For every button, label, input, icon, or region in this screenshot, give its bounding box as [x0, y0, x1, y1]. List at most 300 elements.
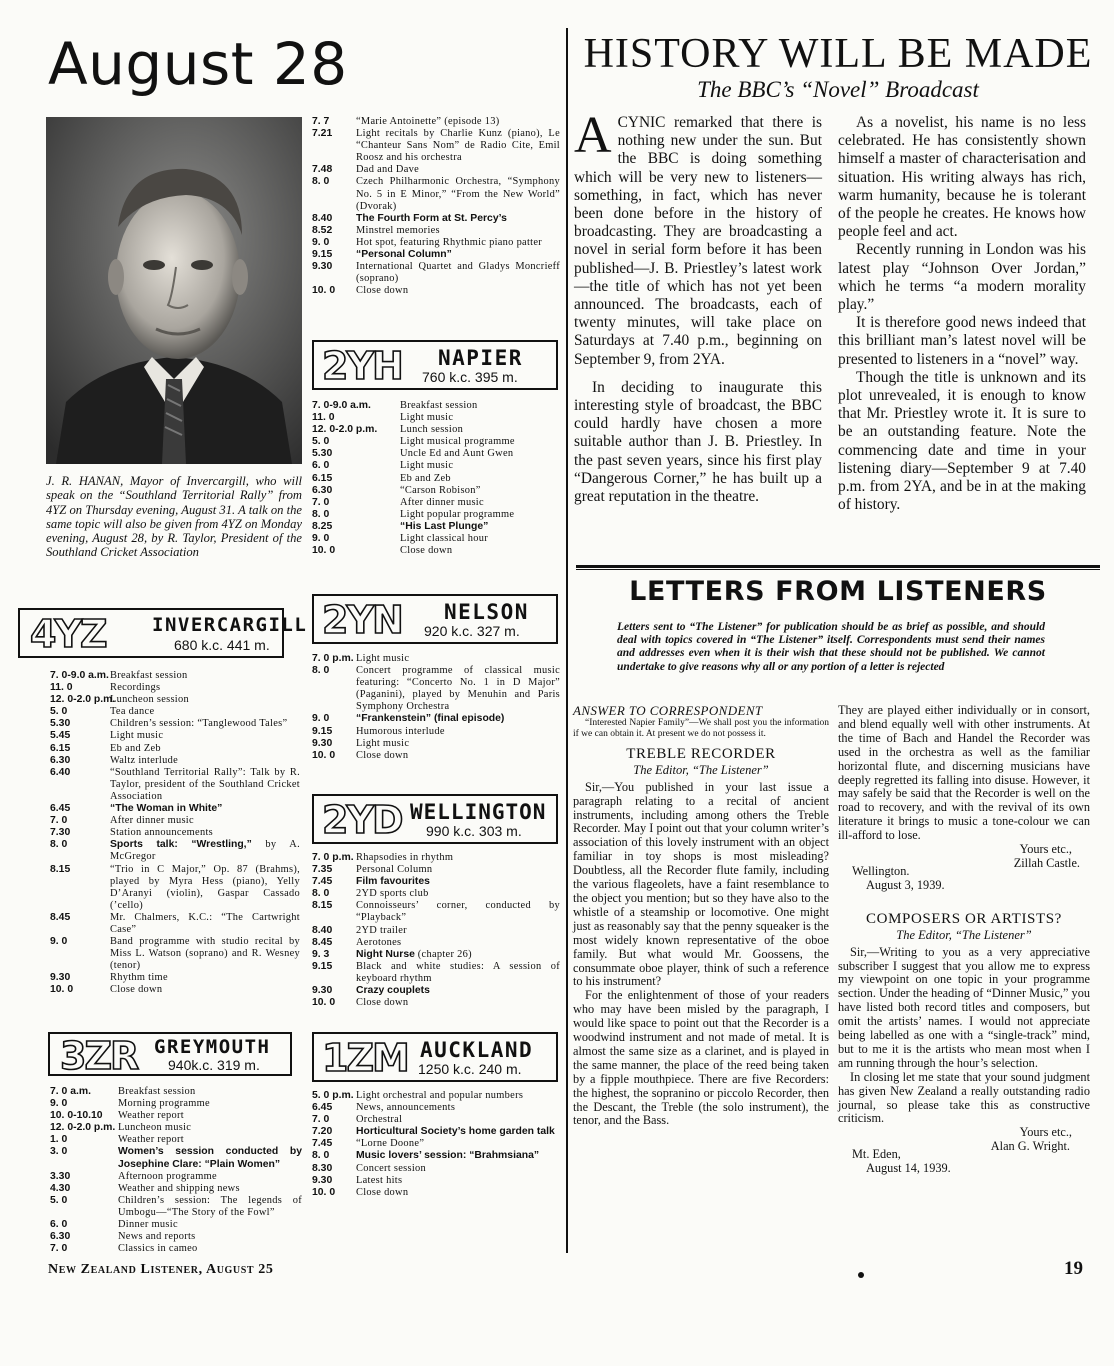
programme-time: 8. 0: [312, 508, 330, 520]
programme-row: [312, 1150, 560, 1162]
programme-title: “Frankenstein” (final episode): [356, 713, 505, 725]
portrait-photo: [46, 117, 302, 464]
programme-row: [312, 213, 560, 225]
programme-row: [312, 726, 560, 738]
programme-row: [312, 225, 560, 237]
station-logo: 3ZR: [60, 1034, 138, 1078]
letter-place: Mt. Eden,: [852, 1147, 901, 1162]
programme-title: Connoisseurs’ corner, conducted by “Playback”: [356, 900, 560, 924]
programme-title: Humorous interlude: [356, 725, 445, 737]
letters-intro: Letters sent to “The Listener” for publication should be as brief as possible, and should deal with topics covered in “The Listener” itself. Correspondents must send their names and addresses even when it is their wish that these should not be published. We cannot undertake to give reasons why all or any portion of a letter is rejected: [617, 621, 1045, 673]
programme-time: 7.21: [312, 128, 333, 140]
programme-time: 8. 0: [50, 839, 68, 851]
programme-time: 10. 0: [312, 749, 336, 761]
programme-time: 1. 0: [50, 1134, 68, 1146]
programme-title: Personal Column: [356, 864, 433, 876]
programme-time: 5.45: [50, 730, 71, 742]
letter-addressee: The Editor, “The Listener”: [633, 762, 769, 777]
programme-title: Lunch session: [400, 424, 464, 436]
programme-title: Afternoon programme: [118, 1170, 217, 1182]
article-paragraph: CYNIC remarked that there is nothing new under the sun. But the BBC is doing something which will be very new to listeners—something, in fact, which has never been done before in the history of broadcasting. They are broadcasting a novel in serial form before it has been published—J. B. Priestley’s latest work—the title of which has not yet been announced. The broadcasts, each of twenty minutes, will take place on Saturdays at 7.40 p.m., beginning on September 9, from 2YA.: [574, 114, 822, 368]
programme-time: 7. 0 p.m.: [312, 852, 354, 863]
programme-title: After dinner music: [110, 815, 194, 827]
programme-time: 5.30: [50, 718, 71, 730]
programme-title: Light music: [400, 412, 454, 424]
programme-time: 6.45: [312, 1102, 333, 1114]
programme-title: Station announcements: [110, 827, 213, 839]
programme-time: 10. 0: [312, 545, 336, 557]
programme-title: Hot spot, featuring Rhythmic piano patter: [356, 236, 543, 248]
programme-row: [312, 116, 560, 128]
programme-title: Orchestral: [356, 1114, 403, 1126]
programme-row: [50, 706, 300, 718]
programme-title: Uncle Ed and Aunt Gwen: [400, 448, 514, 460]
programme-row: [50, 864, 300, 912]
letter-heading: TREBLE RECORDER: [626, 745, 776, 762]
station-frequency: 920 k.c. 327 m.: [424, 623, 520, 639]
programme-row: [312, 665, 560, 713]
programme-row: [312, 925, 560, 937]
programme-time: 9. 0: [312, 533, 330, 545]
programme-row: [312, 237, 560, 249]
article-paragraph: It is therefore good news indeed that this brilliant man’s latest novel will be presented to listeners in a “novel” way.: [838, 314, 1086, 368]
programme-time: 10. 0: [312, 1186, 336, 1198]
letter-place: Wellington.: [852, 863, 910, 878]
programme-title: Children’s session: The legends of Umbogu—“The Story of the Fowl”: [118, 1194, 302, 1218]
programme-time: 6.30: [50, 1231, 71, 1243]
programme-title: Black and white studies: A session of keyboard rhythm: [356, 960, 560, 984]
programme-title: “His Last Plunge”: [400, 520, 489, 532]
programme-time: 6.40: [50, 766, 71, 778]
station-box-2yh: [312, 340, 558, 390]
programme-time: 5. 0 p.m.: [312, 1090, 354, 1101]
programme-time: 7.35: [312, 864, 333, 876]
programme-time: 8.30: [312, 1162, 333, 1174]
programme-title: Eb and Zeb: [400, 472, 451, 484]
programme-list-3zr: [50, 1086, 302, 1255]
station-name: INVERCARGILL: [152, 614, 308, 636]
article-paragraph: As a novelist, his name is no less celebrated. He has consistently shown himself a master of characterisation and situation. His writing always has rich, warm humanity, because he is tolerant of the people he creates. He knows how people feel and act.: [838, 114, 1086, 241]
programme-row: [50, 827, 300, 839]
programme-time: 8.15: [50, 863, 71, 875]
programme-row: [312, 249, 560, 261]
programme-title: Horticultural Society’s home garden talk: [356, 1126, 555, 1138]
programme-row: [50, 1086, 302, 1098]
programme-title: Light music: [110, 730, 164, 742]
programme-title: Light music: [400, 460, 454, 472]
programme-title: “Lorne Doone”: [356, 1138, 425, 1150]
article-column-1: [574, 107, 822, 506]
programme-row: [50, 815, 300, 827]
programme-time: 4.30: [50, 1182, 71, 1194]
programme-row: [312, 400, 560, 412]
letter-paragraph: Sir,—You published in your last issue a paragraph relating to a recital of ancient instruments, including among others the Treble Recorder. May I point out that your column writer’s association of this lovely instrument with an object familiar in toy shops is most misleading? Doubtless, all the Recorder flute family, including the various flageolets, have a faint resemblance to the object you mention; but so they have also to the whistle of a steamship or locomotive. One might just as reasonably say that the penny squeaker is the most widely known representative of the oboe family. But what would Mr. Goossens, the consummate oboe player, think of such a reference to his instrument?: [573, 779, 829, 989]
programme-title: News and reports: [118, 1231, 196, 1243]
programme-row: [312, 888, 560, 900]
programme-title: Close down: [356, 1186, 409, 1198]
footer-text: New Zealand Listener, August 25: [48, 1262, 274, 1277]
letter-paragraph: Sir,—Writing to you as a very appreciative subscriber I suggest that you allow me to express my viewpoint on one topic in your programme section. Under the heading of “Dinner Music,” you have listed both record titles and composers, but omit the artists’ names. I would not appreciate being labelled as one with a “single-track” mind, but to me it is the artists who mean most when I am running through the hour’s selection.: [838, 944, 1090, 1070]
programme-title: “Personal Column”: [356, 249, 452, 261]
programme-row: [312, 738, 560, 750]
programme-time: 9. 3: [312, 948, 330, 960]
programme-time: 9. 0: [50, 1098, 68, 1110]
programme-title: Morning programme: [118, 1098, 210, 1110]
programme-title: Classics in cameo: [118, 1243, 198, 1255]
programme-row: [50, 767, 300, 803]
article-paragraph: Recently running in London was his latest play “Johnson Over Jordan,” which he terms “a modern morality play.”: [838, 241, 1086, 314]
programme-row: [50, 1098, 302, 1110]
programme-title: Crazy couplets: [356, 985, 430, 997]
station-logo: 4YZ: [30, 612, 106, 656]
programme-time: 7. 0: [50, 815, 68, 827]
column-rule: [566, 28, 568, 1253]
programme-row: [312, 961, 560, 985]
letter-closing: Yours etc.,: [1019, 1125, 1072, 1140]
station-name: AUCKLAND: [420, 1038, 534, 1062]
footer-publication: [48, 1262, 273, 1278]
programme-row: [312, 497, 560, 509]
programme-title: International Quartet and Gladys Moncrieff (soprano): [356, 261, 560, 285]
station-logo: 1ZM: [322, 1036, 408, 1080]
programme-row: [50, 839, 300, 863]
programme-title: After dinner music: [400, 496, 484, 508]
programme-row: [312, 1102, 560, 1114]
letter-addressee: The Editor, “The Listener”: [896, 927, 1032, 942]
programme-time: 5. 0: [50, 706, 68, 718]
station-box-1zm: [312, 1032, 558, 1082]
programme-row: [312, 164, 560, 176]
programme-title: Mr. Chalmers, K.C.: “The Cartwright Case”: [110, 911, 300, 935]
programme-row: [312, 864, 560, 876]
programme-time: 6.15: [312, 472, 333, 484]
section-divider-thin: [576, 569, 1100, 570]
programme-row: [312, 1126, 560, 1138]
programme-time: 7. 0-9.0 a.m.: [50, 670, 109, 681]
programme-time: 7. 0: [312, 1114, 330, 1126]
programme-row: [50, 755, 300, 767]
programme-title: Close down: [110, 984, 163, 996]
programme-row: [312, 509, 560, 521]
programme-title: Music lovers’ session: “Brahmsiana”: [356, 1150, 540, 1162]
programme-title: Light musical programme: [400, 436, 515, 448]
programme-time: 3.30: [50, 1170, 71, 1182]
programme-time: 6. 0: [312, 460, 330, 472]
programme-time: 6.15: [50, 742, 71, 754]
programme-title: Light music: [356, 653, 410, 664]
programme-time: 9.30: [312, 261, 333, 273]
programme-row: [312, 1138, 560, 1150]
programme-title: Eb and Zeb: [110, 742, 161, 754]
decorative-dot: [858, 1272, 864, 1278]
programme-time: 7.45: [312, 1138, 333, 1150]
letter-date: August 14, 1939.: [866, 1161, 951, 1176]
programme-row: [312, 653, 560, 665]
programme-row: [312, 545, 560, 557]
programme-time: 9. 0: [312, 236, 330, 248]
programme-time: 7. 0 a.m.: [50, 1086, 92, 1097]
programme-row: [312, 473, 560, 485]
programme-row: [50, 1231, 302, 1243]
programme-title: Close down: [400, 545, 453, 557]
programme-row: [312, 261, 560, 285]
letter-closing: Yours etc.,: [1019, 842, 1072, 857]
programme-time: 5.30: [312, 448, 333, 460]
programme-title: Close down: [356, 285, 409, 297]
programme-row: [312, 1090, 560, 1102]
programme-title: Concert session: [356, 1162, 427, 1174]
programme-row: [50, 912, 300, 936]
programme-list-2yh: [312, 400, 560, 557]
programme-time: 8.25: [312, 520, 333, 532]
programme-title: Close down: [356, 997, 409, 1009]
programme-row: [312, 713, 560, 725]
programme-title: Children’s session: “Tanglewood Tales”: [110, 718, 288, 730]
programme-time: 9.30: [312, 985, 333, 997]
programme-row: [50, 682, 300, 694]
letter-signature: Alan G. Wright.: [990, 1139, 1070, 1154]
programme-time: 8.45: [312, 936, 333, 948]
letters-column-2: [838, 704, 1090, 1176]
programme-time: 5. 0: [312, 436, 330, 448]
photo-caption: J. R. HANAN, Mayor of Invercargill, who will speak on the “Southland Territorial Rally” from 4YZ on Thursday evening, August 31. A talk on the same topic will also be given from 4YZ on Monday evening, August 28, by R. Taylor, President of the Southland Cricket Association: [46, 474, 302, 560]
drop-cap: A: [574, 107, 612, 164]
programme-row: [312, 485, 560, 497]
programme-list-continued: [312, 116, 560, 297]
programme-title: “Carson Robison”: [400, 484, 481, 496]
programme-title: Weather report: [118, 1134, 184, 1146]
station-logo: 2YN: [322, 598, 402, 642]
programme-title: Light popular programme: [400, 508, 515, 520]
programme-row: [50, 743, 300, 755]
station-name: NAPIER: [438, 346, 523, 370]
programme-list-2yd: [312, 852, 560, 1009]
programme-title: 2YD sports club: [356, 888, 429, 900]
programme-time: 7. 0 p.m.: [312, 653, 354, 664]
programme-time: 7.48: [312, 164, 333, 176]
programme-title: Concert programme of classical music featuring: “Concerto No. 1 in D Major” (Paganini), played by Menuhin and Paris Symphony Orchestra: [356, 665, 560, 713]
letter-paragraph: For the enlightenment of those of your readers who may have been misled by the paragraph, I would like space to point out that the Recorder is a woodwind instrument and not made of metal. It is almost the same size as a clarinet, and is played in the same manner, the place of the reed being taken by a fipple mouthpiece. There are five Recorders: the highest, the sopranino or piccolo Recorder, then the Descant, the Treble (the solo instrument), the tenor, and the Bass.: [573, 988, 829, 1128]
programme-time: 3. 0: [50, 1146, 68, 1158]
programme-time: 7. 7: [312, 116, 330, 127]
letter-heading: COMPOSERS OR ARTISTS?: [866, 910, 1062, 927]
programme-time: 8.45: [50, 911, 71, 923]
station-frequency: 990 k.c. 303 m.: [426, 823, 522, 839]
programme-time: 8. 0: [312, 888, 330, 900]
programme-title: “Trio in C Major,” Op. 87 (Brahms), played by Myra Hess (piano), Yelly D’Aranyi (violin), Gaspar Cassado (’cello): [110, 863, 300, 911]
programme-time: 9. 0: [312, 713, 330, 725]
station-name: WELLINGTON: [410, 800, 547, 824]
programme-title: Film favourites: [356, 876, 430, 888]
programme-row: [50, 730, 300, 742]
programme-row: [312, 448, 560, 460]
programme-title: Latest hits: [356, 1174, 403, 1186]
article-column-2: [838, 114, 1086, 514]
programme-row: [312, 412, 560, 424]
station-name: NELSON: [444, 600, 529, 624]
article-paragraph: In deciding to inaugurate this interesting style of broadcast, the BBC could hardly have chosen a more suitable author than J. B. Priestley. In the past seven years, since his first play “Dangerous Corner,” he has built up a great reputation in the theatre.: [574, 378, 822, 506]
article-title: HISTORY WILL BE MADE: [583, 31, 1093, 77]
programme-title: Sports talk: “Wrestling,” by A. McGregor: [110, 839, 300, 863]
programme-title: 2YD trailer: [356, 924, 407, 936]
programme-time: 6. 0: [50, 1219, 68, 1231]
programme-time: 7.20: [312, 1126, 333, 1138]
programme-time: 11. 0: [50, 682, 73, 694]
programme-list-2yn: [312, 653, 560, 762]
station-frequency: 760 k.c. 395 m.: [422, 369, 518, 385]
programme-title: Band programme with studio recital by Miss L. Watson (soprano) and R. Wesney (tenor): [110, 936, 300, 972]
programme-title: Breakfast session: [110, 670, 188, 681]
programme-list-4yz: [50, 670, 300, 997]
programme-title: Rhythm time: [110, 972, 168, 984]
station-logo: 2YD: [322, 798, 402, 842]
programme-time: 8.40: [312, 212, 333, 224]
programme-time: 11. 0: [312, 412, 335, 424]
programme-time: 10. 0: [312, 997, 336, 1009]
programme-row: [50, 1219, 302, 1231]
programme-title: Recordings: [110, 682, 161, 694]
programme-title: Light music: [356, 737, 410, 749]
date-heading: August 28: [48, 30, 348, 98]
programme-row: [50, 1134, 302, 1146]
programme-row: [50, 1146, 302, 1170]
answer-text: “Interested Napier Family”—We shall post you the information if we can obtain it. At present we do not possess it.: [573, 717, 829, 739]
article-subtitle: The BBC’s “Novel” Broadcast: [697, 77, 979, 102]
programme-row: [50, 1171, 302, 1183]
programme-row: [312, 852, 560, 864]
programme-time: 7. 0: [312, 496, 330, 508]
letters-title: LETTERS FROM LISTENERS: [629, 576, 1047, 607]
page-number: 19: [1064, 1258, 1083, 1279]
programme-row: [50, 1183, 302, 1195]
programme-row: [312, 128, 560, 164]
programme-row: [50, 972, 300, 984]
programme-title: Aerotones: [356, 936, 402, 948]
programme-time: 8. 0: [312, 1150, 330, 1162]
programme-title: “The Woman in White”: [110, 803, 223, 815]
programme-time: 12. 0-2.0 p.m.: [50, 694, 116, 706]
programme-time: 7. 0: [50, 1243, 68, 1255]
station-name: GREYMOUTH: [154, 1036, 271, 1058]
programme-title: Light recitals by Charlie Kunz (piano), Le “Chanteur Sans Nom” de Radio Cite, Emil Roosz and his orchestra: [356, 128, 560, 164]
programme-row: [312, 1163, 560, 1175]
programme-row: [312, 460, 560, 472]
programme-list-1zm: [312, 1090, 560, 1199]
programme-title: Luncheon session: [110, 694, 189, 706]
programme-title: Women’s session conducted by Josephine Clare: “Plain Women”: [118, 1146, 302, 1170]
programme-row: [50, 718, 300, 730]
station-frequency: 940k.c. 319 m.: [168, 1057, 260, 1073]
programme-row: [50, 670, 300, 682]
letters-column-1: [573, 704, 829, 1128]
programme-time: 7.45: [312, 876, 333, 888]
programme-title: Night Nurse (chapter 26): [356, 948, 472, 960]
programme-time: 9.15: [312, 960, 333, 972]
programme-title: Rhapsodies in rhythm: [356, 852, 454, 863]
programme-time: 9.15: [312, 249, 333, 261]
letter-date: August 3, 1939.: [866, 877, 945, 892]
programme-row: [50, 1195, 302, 1219]
programme-row: [312, 436, 560, 448]
station-box-2yn: [312, 594, 558, 644]
programme-time: 5. 0: [50, 1194, 68, 1206]
programme-time: 6.30: [312, 484, 333, 496]
programme-time: 8. 0: [312, 176, 330, 188]
programme-row: [50, 694, 300, 706]
programme-title: News, announcements: [356, 1102, 456, 1114]
programme-time: 12. 0-2.0 p.m.: [312, 424, 378, 436]
programme-title: Close down: [356, 749, 409, 761]
programme-row: [312, 750, 560, 762]
programme-title: Waltz interlude: [110, 754, 178, 766]
programme-time: 10. 0: [312, 285, 336, 297]
programme-title: Minstrel memories: [356, 224, 440, 236]
programme-row: [312, 285, 560, 297]
programme-title: Breakfast session: [400, 400, 478, 411]
programme-time: 6.45: [50, 803, 71, 815]
programme-title: Dad and Dave: [356, 164, 420, 176]
letter-signature: Zillah Castle.: [1013, 855, 1080, 870]
programme-row: [312, 176, 560, 212]
programme-title: Breakfast session: [118, 1086, 196, 1097]
letter-paragraph: In closing let me state that your sound judgment has given New Zealand a really outstanding radio journal, so please take this as constructive criticism.: [838, 1069, 1090, 1126]
programme-row: [312, 424, 560, 436]
portrait-image: [46, 117, 302, 464]
programme-time: 7.30: [50, 827, 71, 839]
programme-time: 9.30: [50, 972, 71, 984]
programme-row: [312, 985, 560, 997]
programme-time: 8.40: [312, 924, 333, 936]
answer-heading: ANSWER TO CORRESPONDENT: [573, 703, 763, 718]
programme-title: “Marie Antoinette” (episode 13): [356, 116, 500, 127]
programme-time: 9.15: [312, 725, 333, 737]
programme-row: [50, 803, 300, 815]
programme-title: Weather report: [118, 1110, 184, 1122]
programme-row: [50, 984, 300, 996]
programme-row: [312, 937, 560, 949]
programme-time: 12. 0-2.0 p.m.: [50, 1122, 116, 1134]
programme-time: 10. 0: [50, 984, 74, 996]
programme-title: The Fourth Form at St. Percy’s: [356, 212, 507, 224]
letter-paragraph: They are played either individually or in consort, and blend equally well with other instruments. At the time of Bach and Handel the Recorder was used in the orchestra as well as the familiar horizontal flute, and discerning musicians have deeply regretted its falling into disuse. However, it may safely be said that the Recorder is well on the road to recovery, and with the revival of its own literature it brings to music a tone-colour we can ill-afford to lose.: [838, 703, 1090, 843]
programme-title: Czech Philharmonic Orchestra, “Symphony No. 5 in E Minor,” “From the New World” (Dvorak): [356, 176, 560, 212]
programme-row: [312, 533, 560, 545]
programme-title: Light classical hour: [400, 533, 488, 545]
programme-row: [312, 876, 560, 888]
programme-time: 10. 0-10.10: [50, 1110, 103, 1122]
station-box-4yz: [18, 608, 308, 658]
programme-row: [312, 997, 560, 1009]
station-frequency: 1250 k.c. 240 m.: [418, 1061, 522, 1077]
station-logo: 2YH: [322, 344, 402, 388]
programme-row: [50, 1122, 302, 1134]
programme-row: [50, 936, 300, 972]
programme-title: Dinner music: [118, 1219, 178, 1231]
programme-row: [312, 1114, 560, 1126]
programme-title: Luncheon music: [118, 1122, 192, 1134]
programme-row: [312, 900, 560, 924]
programme-title: Weather and shipping news: [118, 1182, 240, 1194]
station-box-3zr: [48, 1032, 292, 1076]
programme-row: [50, 1110, 302, 1122]
programme-row: [50, 1243, 302, 1255]
section-divider: [576, 565, 1100, 568]
programme-time: 9.30: [312, 737, 333, 749]
station-box-2yd: [312, 794, 558, 844]
programme-time: 8.52: [312, 224, 333, 236]
programme-row: [312, 949, 560, 961]
programme-time: 7. 0-9.0 a.m.: [312, 400, 371, 411]
